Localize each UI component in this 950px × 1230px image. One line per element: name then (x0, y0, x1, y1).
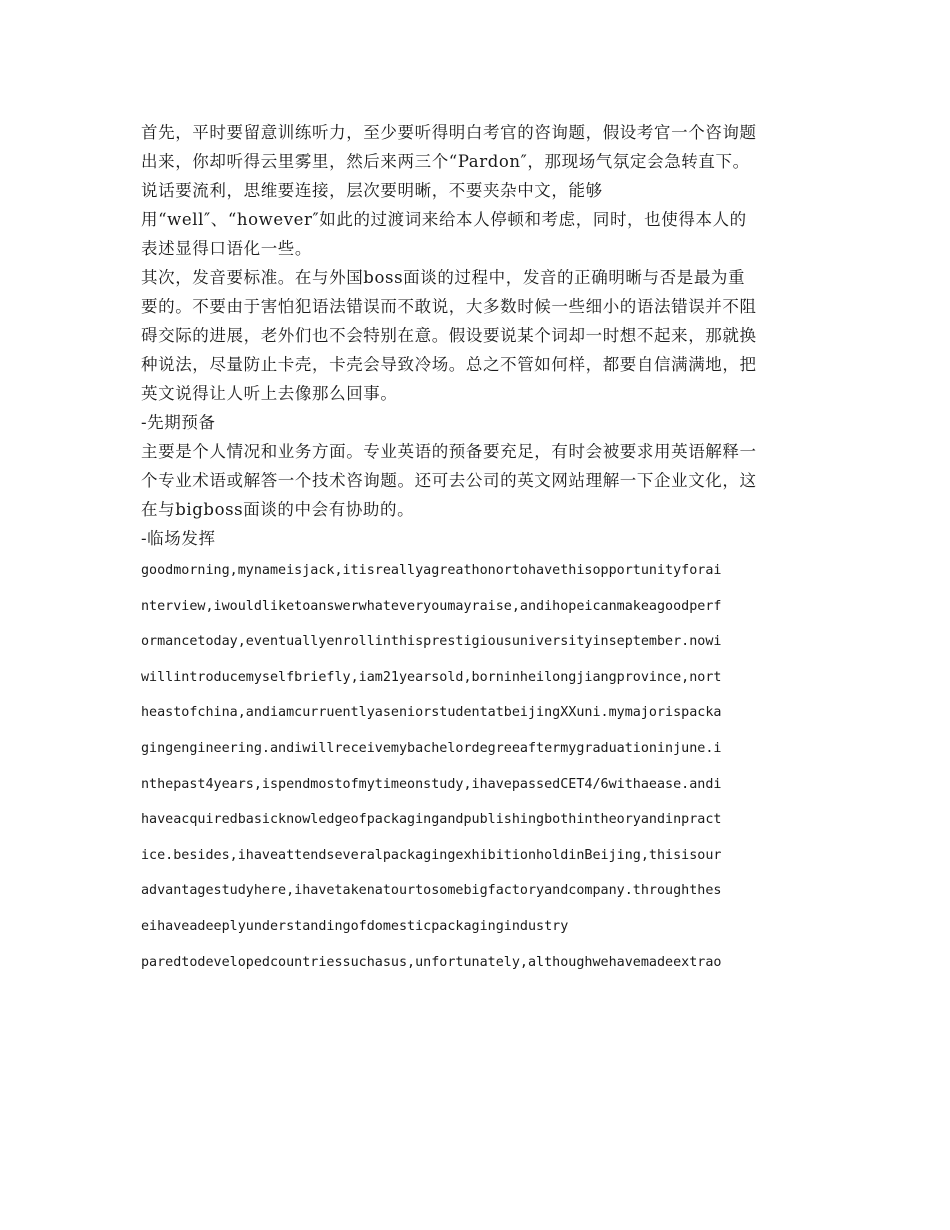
text-line: 英文说得让人听上去像那么回事。 (141, 384, 398, 403)
english-self-introduction (141, 553, 813, 980)
text-line: 说话要流利，思维要连接，层次要明晰，不要夹杂中文，能够 (141, 181, 603, 200)
section-heading: -先期预备 (141, 413, 216, 432)
text-line: heastofchina,andiamcurruentlyaseniorstudentatbeijingXXuni.mymajorispacka (141, 705, 722, 721)
text-line: 首先，平时要留意训练听力，至少要听得明白考官的咨询题，假设考官一个咨询题 (141, 123, 757, 142)
text-line: ice.besides,ihaveattendseveralpackagingexhibitionholdinBeijing,thisisour (141, 847, 722, 863)
text-line: 个专业术语或解答一个技术咨询题。还可去公司的英文网站理解一下企业文化，这 (141, 471, 757, 490)
text-line: 主要是个人情况和业务方面。专业英语的预备要充足，有时会被要求用英语解释一 (141, 442, 757, 461)
text-line: haveacquiredbasicknowledgeofpackagingandpublishingbothintheoryandinpract (141, 812, 722, 828)
text-line: 碍交际的进展，老外们也不会特别在意。假设要说某个词却一时想不起来，那就换 (141, 326, 757, 345)
text-line: eihaveadeeplyunderstandingofdomesticpackagingindustry (141, 918, 569, 934)
text-line: 出来，你却听得云里雾里，然后来两三个“Pardon″，那现场气氛定会急转直下。 (141, 152, 750, 171)
text-line: ormancetoday,eventuallyenrollinthisprestigiousuniversityinseptember.nowi (141, 634, 722, 650)
text-line: advantagestudyhere,ihavetakenatourtosomebigfactoryandcompany.throughthes (141, 883, 722, 899)
document-page (141, 118, 813, 980)
text-line: 用“well″、“however″如此的过渡词来给本人停顿和考虑，同时，也使得本人的 (141, 210, 747, 229)
text-line: gingengineering.andiwillreceivemybachelordegreeaftermygraduationinjune.i (141, 740, 722, 756)
text-line: 要的。不要由于害怕犯语法错误而不敢说，大多数时候一些细小的语法错误并不阻 (141, 297, 757, 316)
text-line: nterview,iwouldliketoanswerwhateveryoumayraise,andihopeicanmakeagoodperf (141, 598, 722, 614)
text-line: willintroducemyselfbriefly,iam21yearsold,borninheilongjiangprovince,nort (141, 669, 722, 685)
text-line: nthepast4years,ispendmostofmytimeonstudy,ihavepassedCET4/6withaease.andi (141, 776, 722, 792)
text-line: 种说法，尽量防止卡壳，卡壳会导致冷场。总之不管如何样，都要自信满满地，把 (141, 355, 757, 374)
section-heading: -临场发挥 (141, 529, 216, 548)
text-line: goodmorning,mynameisjack,itisreallyagreathonortohavethisopportunityforai (141, 563, 722, 578)
text-line: 在与bigboss面谈的中会有协助的。 (141, 500, 415, 519)
section-preparation (141, 408, 813, 553)
text-line: 表述显得口语化一些。 (141, 239, 312, 258)
paragraph-listening (141, 118, 813, 263)
text-line: 其次，发音要标准。在与外国boss面谈的过程中，发音的正确明晰与否是最为重 (141, 268, 746, 287)
paragraph-pronunciation (141, 263, 813, 408)
text-line: paredtodevelopedcountriessuchasus,unfortunately,althoughwehavemadeextrao (141, 954, 722, 970)
